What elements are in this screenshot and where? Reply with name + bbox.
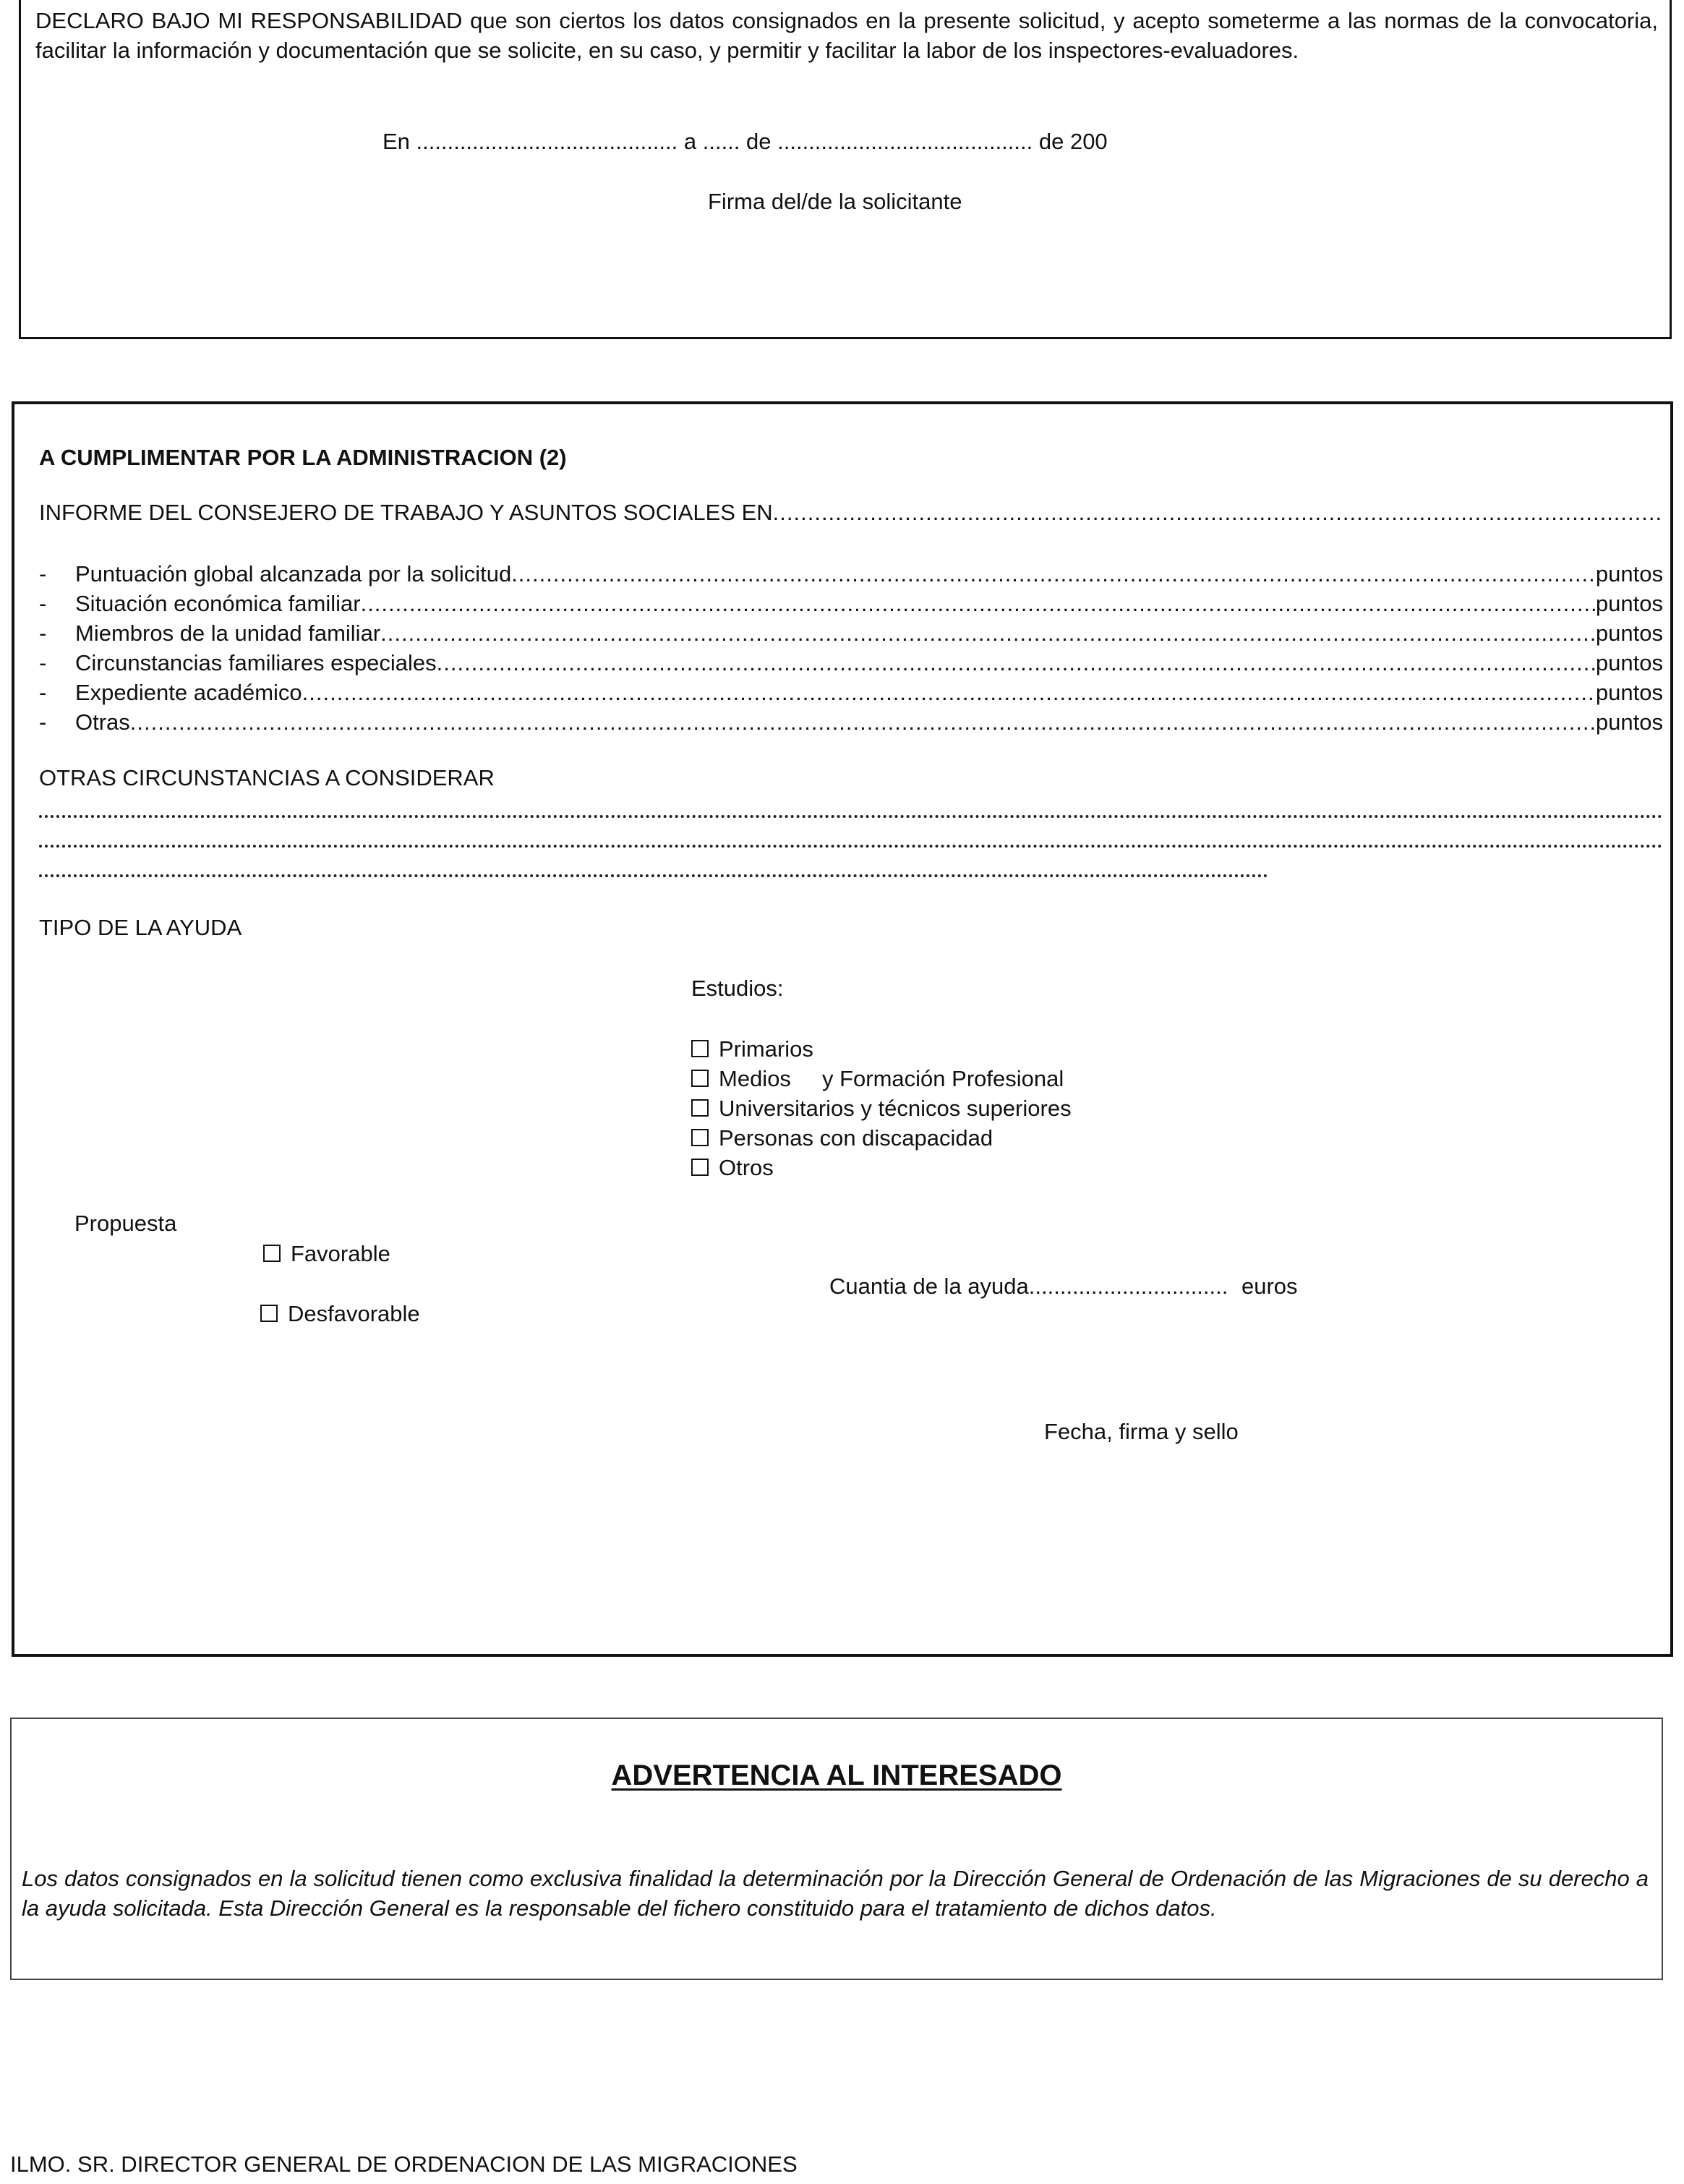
- score-row-label: Situación económica familiar: [75, 591, 361, 616]
- score-row-dash: -: [39, 620, 47, 646]
- estudios-option-label: Medios y Formación Profesional: [719, 1066, 1064, 1091]
- cuantia-unit: euros: [1241, 1274, 1298, 1299]
- score-row-dash: -: [39, 561, 47, 586]
- score-row-dash: -: [39, 650, 47, 675]
- checkbox-icon[interactable]: [691, 1040, 709, 1057]
- score-row[interactable]: [39, 650, 1663, 676]
- administration-box: [12, 401, 1673, 1657]
- declaration-box: [19, 0, 1672, 339]
- propuesta-option[interactable]: [260, 1301, 420, 1327]
- score-row-dots: [380, 620, 1596, 647]
- fecha-firma-sello: Fecha, firma y sello: [1044, 1419, 1239, 1444]
- estudios-label: Estudios:: [691, 976, 784, 1001]
- checkbox-icon[interactable]: [263, 1245, 281, 1262]
- tipo-label: TIPO DE LA AYUDA: [39, 915, 242, 940]
- informe-label: INFORME DEL CONSEJERO DE TRABAJO Y ASUNTOS SOCIALES EN: [39, 500, 773, 525]
- otras-line-2[interactable]: [39, 845, 1663, 848]
- score-row[interactable]: [39, 561, 1663, 587]
- estudios-option-label: Personas con discapacidad: [719, 1125, 993, 1151]
- otras-line-1[interactable]: [39, 815, 1663, 818]
- score-row-label: Otras: [75, 709, 130, 735]
- estudios-option[interactable]: [691, 1096, 1072, 1122]
- estudios-option[interactable]: [691, 1036, 813, 1062]
- propuesta-label: Propuesta: [74, 1211, 177, 1236]
- cuantia-line[interactable]: [829, 1274, 1298, 1300]
- warning-title: ADVERTENCIA AL INTERESADO: [611, 1759, 1062, 1791]
- score-row-dots: [511, 561, 1596, 587]
- declaration-text: DECLARO BAJO MI RESPONSABILIDAD que son ciertos los datos consignados en la presente solicitud, y acepto someterme a las normas de la convocatoria, facilitar la información y documentación que se solicite, en su caso, y permitir y facilitar la labor de los inspectores-evaluadores.: [35, 8, 1658, 63]
- warning-body: Los datos consignados en la solicitud tienen como exclusiva finalidad la determinación por la Dirección General de Ordenación de las Migraciones de su derecho a la ayuda solicitada. Esta Dirección General es la responsable del fichero constituido para el tratamiento de dichos datos.: [22, 1866, 1649, 1921]
- score-row-label: Expediente académico: [75, 680, 302, 705]
- propuesta-option-label: Desfavorable: [288, 1301, 420, 1326]
- score-row-unit: puntos: [1595, 620, 1663, 646]
- score-row-label: Miembros de la unidad familiar: [75, 620, 381, 646]
- checkbox-icon[interactable]: [691, 1070, 709, 1087]
- score-row-dash: -: [39, 591, 47, 616]
- propuesta-option-label: Favorable: [291, 1241, 390, 1266]
- score-row-dash: -: [39, 680, 47, 705]
- checkbox-icon[interactable]: [260, 1305, 278, 1322]
- score-row-dots: [437, 650, 1596, 676]
- score-row[interactable]: [39, 680, 1663, 706]
- score-row-unit: puntos: [1595, 709, 1663, 735]
- score-row[interactable]: [39, 709, 1663, 735]
- estudios-option-label: Primarios: [719, 1036, 813, 1062]
- score-row-unit: puntos: [1595, 680, 1663, 705]
- estudios-option[interactable]: [691, 1066, 1064, 1092]
- informe-dots: [773, 500, 1663, 526]
- score-row-dash: -: [39, 709, 47, 735]
- admin-header: A CUMPLIMENTAR POR LA ADMINISTRACION (2): [39, 445, 567, 470]
- score-row-unit: puntos: [1595, 650, 1663, 675]
- warning-box: [10, 1718, 1663, 1980]
- footer-addressee: ILMO. SR. DIRECTOR GENERAL DE ORDENACION DE LAS MIGRACIONES: [10, 2151, 798, 2177]
- score-row[interactable]: [39, 591, 1663, 617]
- otras-label: OTRAS CIRCUNSTANCIAS A CONSIDERAR: [39, 765, 495, 790]
- checkbox-icon[interactable]: [691, 1159, 709, 1176]
- estudios-option-label: Universitarios y técnicos superiores: [719, 1096, 1072, 1121]
- score-row-dots: [130, 709, 1596, 735]
- score-row-label: Circunstancias familiares especiales: [75, 650, 437, 675]
- otras-line-3[interactable]: [39, 874, 1268, 877]
- estudios-option[interactable]: [691, 1125, 993, 1151]
- estudios-option[interactable]: [691, 1155, 774, 1181]
- score-row-unit: puntos: [1595, 561, 1663, 586]
- estudios-option-label: Otros: [719, 1155, 774, 1180]
- cuantia-label: Cuantia de la ayuda................................: [829, 1274, 1228, 1299]
- score-row-dots: [361, 591, 1596, 617]
- checkbox-icon[interactable]: [691, 1099, 709, 1117]
- score-row-dots: [302, 680, 1596, 706]
- applicant-signature-label: Firma del/de la solicitante: [708, 189, 962, 214]
- score-row[interactable]: [39, 620, 1663, 647]
- place-date-line[interactable]: En .......................................... a ...... de ......................................... de 200: [382, 129, 1108, 154]
- checkbox-icon[interactable]: [691, 1129, 709, 1146]
- propuesta-option[interactable]: [263, 1241, 390, 1267]
- informe-line[interactable]: [39, 500, 1663, 526]
- score-row-label: Puntuación global alcanzada por la solicitud: [75, 561, 512, 586]
- score-row-unit: puntos: [1595, 591, 1663, 616]
